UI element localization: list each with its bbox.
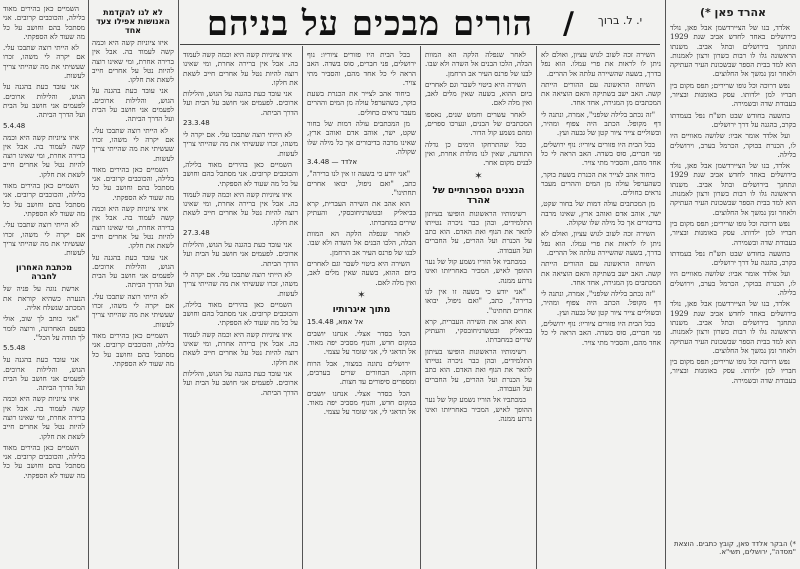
paragraph: ככל שהתרחקו הימים כן גדלה התודעה, שאין לנו מולדת אחרת, ואין לבנים מקום אחר. [425,139,532,168]
paragraph: איזו ציוניות קשה היא וכמה קשה לעמוד בה. אבל אין ברירה אחרת, ומי שאינו רוצה להיות נטל על אחרים חייב לשאת את חלקו. [3,394,85,441]
headline-text: הורים מבכים על בניהם [206,4,534,44]
section-title: הנצנים הספרותיים של אהרד [432,185,525,206]
paragraph: איזו ציוניות קשה היא וכמה קשה לעמוד בה. אבל אין ברירה אחרת, ומי שאינו רוצה להיות נטל על אחרים חייב לשאת את חלקו. [183,329,298,367]
paragraph: מן המכתבים עולה דמות של בחור שקט, ישר, אוהב אדם ואוהב ארץ, שאינו מרבה בדיבורים אך כל מילה שלו שקולה. [307,119,416,156]
letter-date: 23.3.48 [183,119,210,128]
paragraph: איזו ציוניות קשה היא וכמה קשה לעמוד בה. אבל אין ברירה אחרת, ומי שאינו רוצה להיות נטל על אחרים חייב לשאת את חלקו. [183,50,298,87]
column-divider [665,0,666,569]
paragraph: רשימותיו הראשונות הופיעו בעיתון התלמידים, ובהן כבר ניכרה נטייתו לתאר את הנוף ואת האדם. הוא כתב על הכנרת ועל ההרים, על החברים ועל העבודה. [425,208,532,255]
byline: י. ל. ברוך [597,14,643,27]
date-line: אלדד — 3.4.48 [307,158,358,167]
paragraph: הוא אהב את השירה העברית, קרא בביאליק ובטשרניחובסקי, והעתיק שירים במחברתו. [307,199,416,227]
letter-date: 5.4.48 [3,121,26,130]
paragraph: השמיים כאן בהירים מאוד בלילה, והכוכבים קרובים. אני מסתכל בהם וחושב על כל מה שעוד לא הספקתי. [183,159,298,188]
paragraph: אלדד, בנו של הציירדשמן אבל פאן, נולד בירושלים באחד לחדש אביב שנת 1929 ונתחנך בירושלים ובתל אביב. משנתו הראשונה גלו לו רבות כשרון ורצון לאמנות. הוא למד בבית הספר שבשכונת העיר העתיקה ולאחר זמן נמשך אל החלוצים. [670,23,796,79]
paragraph: השמיים כאן בהירים מאוד בלילה, והכוכבים קרובים. אני מסתכל בהם וחושב על כל מה שעוד לא הספקתי. [3,181,85,218]
box-title: מכתבת האחרון לחברה [15,263,73,282]
paragraph: איזו ציוניות קשה היא וכמה קשה לעמוד בה. אבל אין ברירה אחרת, ומי שאינו רוצה להיות נטל על אחרים חייב לשאת את חלקו. [92,38,174,85]
leftmost-column [3,4,85,569]
column-divider [420,46,421,569]
paragraph: אני עובד כעת בהגנה על הגוש, והלילות ארוכים. לפעמים אני חושב על הבית ועל הדרך הביתה. [183,368,298,397]
paragraph: אלדד, בנו של הציירדשמן אבל פאן, נולד בירושלים באחד לחדש אביב שנת 1929 ונתחנך בירושלים ובתל אביב. משנתו הראשונה גלו לו רבות כשרון ורצון לאמנות. הוא למד בבית הספר שבשכונת העיר העתיקה ולאחר זמן נמשך אל החלוצים. [670,161,796,217]
headline [180,4,560,44]
paragraph: השירה זכה לשוב לגוש עציון, ואולם לא ניתן לו לראות את פרי עמלו. הוא נפל בדרך, בשעה שהשיירה עלתה אל ההרים. [541,229,661,257]
paragraph: השירה היא ביטוי לשבר וגם לאחרים ביום ההוא, בשעה שאין מלים לאב, ואין מלה לאם. [425,79,532,108]
star-separator: ✶ [357,289,366,301]
paragraph: ועל אלדד אומר אביו: שלושה מאוויים היו לו, הכנרת בבוקר, הכרמל בערב, וירושלים בלילה. [670,131,796,159]
column-divider [302,46,303,569]
paragraph: רשימותיו הראשונות הופיעו בעיתון התלמידים, ובהן כבר ניכרה נטייתו לתאר את הנוף ואת האדם. הוא כתב על הכנרת ועל ההרים, על החברים ועל העבודה. [425,346,532,393]
letters-column [183,50,298,569]
paragraph: בכל הבית היו פזורים ציוריו: נוף ירושלים, פני חברים, סוס בשדה. האב הראה לי כל אחד מהם, והסביר מתי צויר. [307,50,416,87]
paragraph: ירושלים נתונה במצור, אבל הרוח חזקה. הבחורים שרים בערבים, ומספרים סיפורים עד חצות. [307,358,416,387]
paragraph: ארשת נוגה על פניה של הנערה כשהיא קוראת את המכתב שנשלח אליה. [3,284,85,313]
paragraph: השמיים כאן בהירים מאוד בלילה, והכוכבים קרובים. אני מסתכל בהם וחושב על כל מה שעוד לא הספקתי. [92,164,174,202]
right-column [670,4,796,569]
paragraph: איזו ציוניות קשה היא וכמה קשה לעמוד בה. אבל אין ברירה אחרת, ומי שאינו רוצה להיות נטל על אחרים חייב לשאת את חלקו. [183,189,298,227]
paragraph: אני עובד כעת בהגנה על הגוש, והלילות ארוכים. לפעמים אני חושב על הבית ועל הדרך הביתה. [92,86,174,124]
paragraph: איזו ציוניות קשה היא וכמה קשה לעמוד בה. אבל אין ברירה אחרת, ומי שאינו רוצה להיות נטל על אחרים חייב לשאת את חלקו. [92,204,174,251]
paragraph: לאחר שנפלה הלקה הא המוות הבלה, הלכו הבנים אל השדה ולא שבו. לבנו של פרנס העיר אב הרחמן. [425,50,532,78]
paragraph: הכל בסדר אצלי. אנחנו יושבים במקום חדש, והנוף מסביב יפה מאוד. אל תדאגי לי, אני שומר על עצמי. [307,388,416,417]
paragraph: איזו ציוניות קשה היא וכמה קשה לעמוד בה. אבל אין ברירה אחרת, ומי שאינו רוצה להיות נטל על אחרים חייב לשאת את חלקו. [3,132,85,179]
paragraph: בתשעה בחודש שבט תש"ח נפל בעמדתו בקרב, בהגנה על דרך ירושלים. [670,248,796,268]
center-right-column [541,50,661,569]
paragraph: הכל בסדר אצלי. אנחנו יושבים במקום חדש, והנוף מסביב יפה מאוד. אל תדאגי לי, אני שומר על עצמי. [307,328,416,357]
paragraph: לא הייתי רוצה שתבכו עלי. אם יקרה לי משהו, זכרו שעשיתי את מה שהייתי צריך לעשות. [92,291,174,329]
paragraph: השירה זכה לשוב לגוש עציון, ואולם לא ניתן לו לראות את פרי עמלו. הוא נפל בדרך, בשעה שהשיירה עלתה אל ההרים. [541,50,661,78]
paragraph: במכתביו אל הוריו נשמע קול של נער ההופך לאיש, המכיר באחריותו ואינו נרתע ממנה. [425,257,532,285]
paragraph: לאחר עשרים וחמש שנים, נאספו המכתבים של הבנים, ונערכו ספרים, ומהם נשמע קול הדור. [425,109,532,138]
paragraph: אני עובד כעת בהגנה על הגוש, והלילות ארוכים. לפעמים אני חושב על הבית ועל הדרך הביתה. [183,89,298,117]
paragraph: "זה נכתב בלילה שלפני", אמרה, ונתנה לי דף מקופל. הכתב היה צפוף ומהיר, ובשוליים צייר ציור קטן של גבעה ועץ. [541,109,661,138]
column-divider [178,0,179,569]
paragraph: "אני יודע כי בשעה זו אין לנו ברירה", כתב, "ואם ניפול, יבואו אחרים תחתינו". [307,169,416,197]
paragraph: לא הייתי רוצה שתבכו עלי. אם יקרה לי משהו, זכרו שעשיתי את מה שהייתי צריך לעשות. [183,269,298,298]
paragraph: אני עובד כעת בהגנה על הגוש, והלילות ארוכים. לפעמים אני חושב על הבית ועל הדרך הביתה. [92,252,174,290]
center-left-column [307,50,416,569]
column-divider [88,0,89,569]
paragraph: אלדד, בנו של הציירדשמן אבל פאן, נולד בירושלים באחד לחדש אביב שנת 1929 ונתחנך בירושלים ובתל אביב. משנתו הראשונה גלו לו רבות כשרון ורצון לאמנות. הוא למד בבית הספר שבשכונת העיר העתיקה ולאחר זמן נמשך אל החלוצים. [670,299,796,355]
paragraph: השיחה הראשונה עם ההורים הייתה קשה. האב ישב בשתיקה והאם הוציאה את המכתבים מן המגירה, אחד אחד. [541,259,661,287]
paragraph: לא הייתי רוצה שתבכו עלי. אם יקרה לי משהו, זכרו שעשיתי את מה שהייתי צריך לעשות. [3,220,85,258]
column-divider [536,46,537,569]
paragraph: ועל אלדד אומר אביו: שלושה מאוויים היו לו, הכנרת בבוקר, הכרמל בערב, וירושלים בלילה. [670,269,796,298]
paragraph: השיחה הראשונה עם ההורים הייתה קשה. האב ישב בשתיקה והאם הוציאה את המכתבים מן המגירה, אחד אחד. [541,79,661,108]
left-inner-column [92,4,174,569]
paragraph: השמיים כאן בהירים מאוד בלילה, והכוכבים קרובים. אני מסתכל בהם וחושב על כל מה שעוד לא הספקתי. [3,4,85,41]
paragraph: בתשעה בחודש שבט תש"ח נפל בעמדתו בקרב, בהגנה על דרך ירושלים. [670,110,796,129]
footnote: *) הבקר אלדד פאן, קובץ כתבים. הוצאת "מסדה", ירושלים, תשי"א. [674,540,796,556]
paragraph: השמיים כאן בהירים מאוד בלילה, והכוכבים קרובים. אני מסתכל בהם וחושב על כל מה שעוד לא הספקתי. [92,330,174,368]
letter-date: 27.3.48 [183,229,210,238]
letter-date: אל אמא, 15.4.48 [307,317,364,326]
left-column-title: לא לנו להקדמת האנושות אפילו צעד אחד [96,8,170,35]
paragraph: אני עובד כעת בהגנה על הגוש, והלילות ארוכים. לפעמים אני חושב על הבית ועל הדרך הביתה. [3,355,85,393]
paragraph: "זה נכתב בלילה שלפני", אמרה, ונתנה לי דף מקופל. הכתב היה צפוף ומהיר, ובשוליים צייר ציור קטן של גבעה ועץ. [541,289,661,317]
paragraph: נפש דרוכה וכל גופו שרירים; תפס מקום בין חבריו למן ילדותו. עסק באומנות ובציור, בעבודת שדה ובשמירה. [670,80,796,109]
paragraph: לא הייתי רוצה שתבכו עלי. אם יקרה לי משהו, זכרו שעשיתי את מה שהייתי צריך לעשות. [92,125,174,163]
paragraph: אני עובד כעת בהגנה על הגוש, והלילות ארוכים. לפעמים אני חושב על הבית ועל הדרך הביתה. [183,240,298,268]
right-column-text [670,23,796,385]
paragraph: מן המכתבים עולה דמות של בחור שקט, ישר, אוהב אדם ואוהב ארץ, שאינו מרבה בדיבורים אך כל מילה שלו שקולה. [541,199,661,228]
paragraph: השמיים כאן בהירים מאוד בלילה, והכוכבים קרובים. אני מסתכל בהם וחושב על כל מה שעוד לא הספקתי. [183,299,298,328]
paragraph: אני עובד כעת בהגנה על הגוש, והלילות ארוכים. לפעמים אני חושב על הבית ועל הדרך הביתה. [3,82,85,120]
center-column [425,50,532,569]
star-separator: ✶ [474,170,483,182]
paragraph: בכל הבית היו פזורים ציוריו: נוף ירושלים, פני חברים, סוס בשדה. האב הראה לי כל אחד מהם, והסביר מתי צויר. [541,139,661,168]
paragraph: לאחר שנפלה הלקה הא המוות הבלה, הלכו הבנים אל השדה ולא שבו. לבנו של פרנס העיר אב הרחמן. [307,229,416,257]
letter-date: 5.5.48 [3,344,26,353]
subsection-title: מתוך איגרותיו [332,304,391,315]
paragraph: נפש דרוכה וכל גופו שרירים; תפס מקום בין חבריו למן ילדותו. עסק באומנות ובציור, בעבודת שדה ובשמירה. [670,218,796,247]
right-column-title: אהרד פאן *) [699,6,767,19]
paragraph: לא הייתי רוצה שתבכו עלי. אם יקרה לי משהו, זכרו שעשיתי את מה שהייתי צריך לעשות. [183,130,298,158]
paragraph: השמיים כאן בהירים מאוד בלילה, והכוכבים קרובים. אני מסתכל בהם וחושב על כל מה שעוד לא הספקתי. [3,442,85,480]
paragraph: "אני יודע כי בשעה זו אין לנו ברירה", כתב, "ואם ניפול, יבואו אחרים תחתינו". [425,286,532,315]
paragraph: נפש דרוכה וכל גופו שרירים; תפס מקום בין חבריו למן ילדותו. עסק באומנות ובציור, בעבודת שדה ובשמירה. [670,357,796,385]
paragraph: "אני כותב לך שוב, אולי בפעם האחרונה, ורוצה לומר לך תודה על הכל". [3,314,85,342]
headline-underline [180,44,660,45]
paragraph: במכתביו אל הוריו נשמע קול של נער ההופך לאיש, המכיר באחריותו ואינו נרתע ממנה. [425,395,532,423]
paragraph: לא הייתי רוצה שתבכו עלי. אם יקרה לי משהו, זכרו שעשיתי את מה שהייתי צריך לעשות. [3,43,85,81]
headline-slash-mark: / [563,6,575,41]
paragraph: ביחוד אהב לצייר את הכנרת בשעת בוקר, כשהערפל עולה מן המים וההרים מעבר נראים כחולים. [307,89,416,117]
paragraph: הוא אהב את השירה העברית, קרא בביאליק ובטשרניחובסקי, והעתיק שירים במחברתו. [425,316,532,345]
paragraph: השירה היא ביטוי לשבר וגם לאחרים ביום ההוא, בשעה שאין מלים לאב, ואין מלה לאם. [307,258,416,287]
paragraph: בכל הבית היו פזורים ציוריו: נוף ירושלים, פני חברים, סוס בשדה. האב הראה לי כל אחד מהם, והסביר מתי צויר. [541,319,661,347]
paragraph: ביחוד אהב לצייר את הכנרת בשעת בוקר, כשהערפל עולה מן המים וההרים מעבר נראים כחולים. [541,169,661,198]
